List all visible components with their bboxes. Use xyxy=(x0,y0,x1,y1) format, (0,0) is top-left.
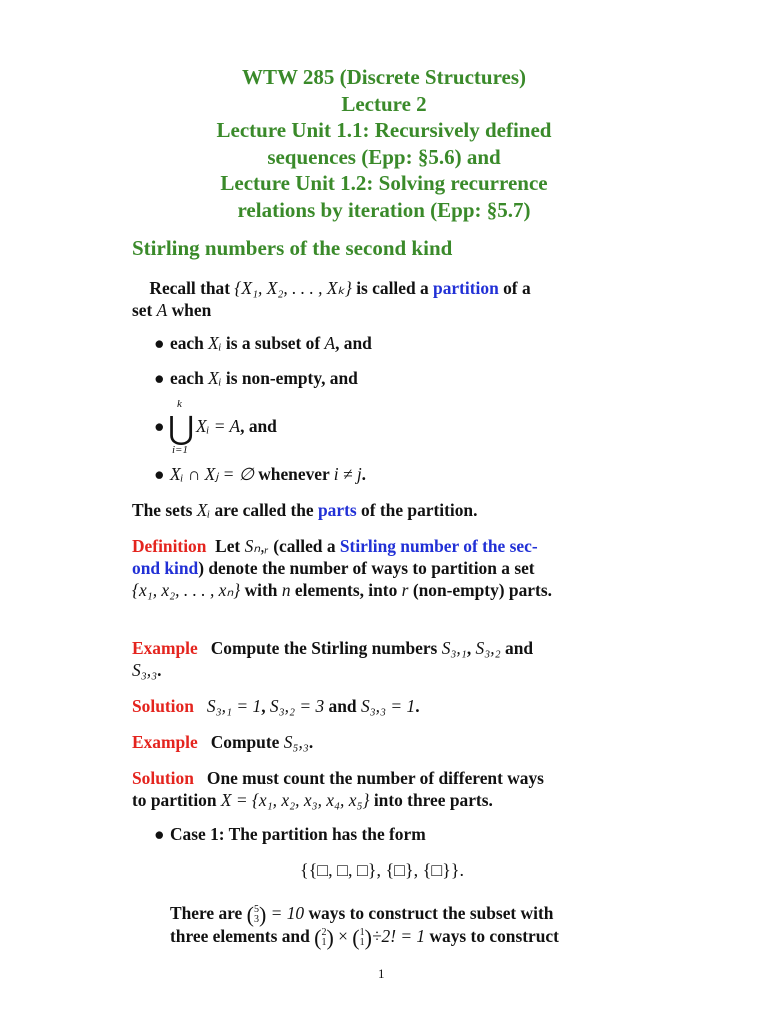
bullet-dot: ● xyxy=(154,824,165,844)
case-1-line-1: There are ( 5 3 ) = 10 ways to construct the subset with xyxy=(170,902,554,927)
bullet-item-3: Xᵢ = A, and xyxy=(196,416,277,436)
definition-line-1: Definition Let Sₙ,ᵣ (called a Stirling number of the sec- xyxy=(132,536,538,556)
binomial-1-1: 1 1 xyxy=(359,927,365,948)
bullet-item-1: each Xᵢ is a subset of A, and xyxy=(170,333,372,353)
example-1-line-2: S₃,₃. xyxy=(132,660,162,680)
example-label: Example xyxy=(132,638,198,658)
bullet-dot: ● xyxy=(154,368,165,388)
example-1-line-1: Example Compute the Stirling numbers S₃,₁, S₃,₂ and xyxy=(132,638,534,658)
binomial-2-1: 2 1 xyxy=(321,927,327,948)
parts-sentence: The sets Xᵢ are called the parts of the partition. xyxy=(132,500,478,520)
solution-label: Solution xyxy=(132,768,194,788)
math-set: {X₁, X₂, . . . , Xₖ} xyxy=(234,278,352,298)
page-number: 1 xyxy=(378,966,385,981)
big-union-symbol: ⋃ xyxy=(168,409,195,447)
case-1-label: Case 1: The partition has the form xyxy=(170,824,426,844)
case-1-line-2: three elements and ( 2 1 ) × ( 1 1 )÷2! = 1 ways to construct xyxy=(170,925,559,950)
title-line: relations by iteration (Epp: §5.7) xyxy=(237,197,531,222)
solution-2-line-1: Solution One must count the number of different ways xyxy=(132,768,544,788)
title-line: WTW 285 (Discrete Structures) xyxy=(241,65,527,89)
example-label: Example xyxy=(132,732,198,752)
bullet-dot: ● xyxy=(154,333,165,353)
example-2: Example Compute S₅,₃. xyxy=(132,732,314,752)
definition-label: Definition xyxy=(132,536,207,556)
union-upper-limit: k xyxy=(177,398,182,410)
solution-2-line-2: to partition X = {x₁, x₂, x₃, x₄, x₅} into three parts. xyxy=(132,790,493,810)
solution-1: Solution S₃,₁ = 1, S₃,₂ = 3 and S₃,₃ = 1. xyxy=(132,696,420,716)
bullet-dot: ● xyxy=(154,464,165,484)
section-heading: Stirling numbers of the second kind xyxy=(132,236,453,260)
definition-line-3: {x₁, x₂, . . . , xₙ} with n elements, into r (non-empty) parts. xyxy=(132,580,552,600)
title-line: Lecture Unit 1.1: Recursively defined xyxy=(216,118,552,143)
term-parts: parts xyxy=(318,500,357,520)
solution-label: Solution xyxy=(132,696,194,716)
bullet-item-4: Xᵢ ∩ Xⱼ = ∅ whenever i ≠ j. xyxy=(170,464,367,484)
term-partition: partition xyxy=(433,278,499,298)
bullet-item-2: each Xᵢ is non-empty, and xyxy=(170,368,358,388)
partition-form: {{□, □, □}, {□}, {□}}. xyxy=(300,860,464,880)
definition-line-2: ond kind) denote the number of ways to partition a set xyxy=(132,558,535,578)
bullet-dot: ● xyxy=(154,416,165,436)
recall-line-2: set A when xyxy=(132,300,212,320)
title-line: sequences (Epp: §5.6) and xyxy=(267,144,501,169)
recall-line-1: Recall that {X₁, X₂, . . . , Xₖ} is called a partition of a xyxy=(149,278,531,298)
document-title xyxy=(120,64,648,224)
union-lower-limit: i=1 xyxy=(172,444,188,456)
title-line: Lecture 2 xyxy=(341,91,427,116)
title-line: Lecture Unit 1.2: Solving recurrence xyxy=(220,171,548,196)
term-stirling: Stirling number of the sec- xyxy=(339,536,538,556)
binomial-5-3: 5 3 xyxy=(253,904,259,925)
